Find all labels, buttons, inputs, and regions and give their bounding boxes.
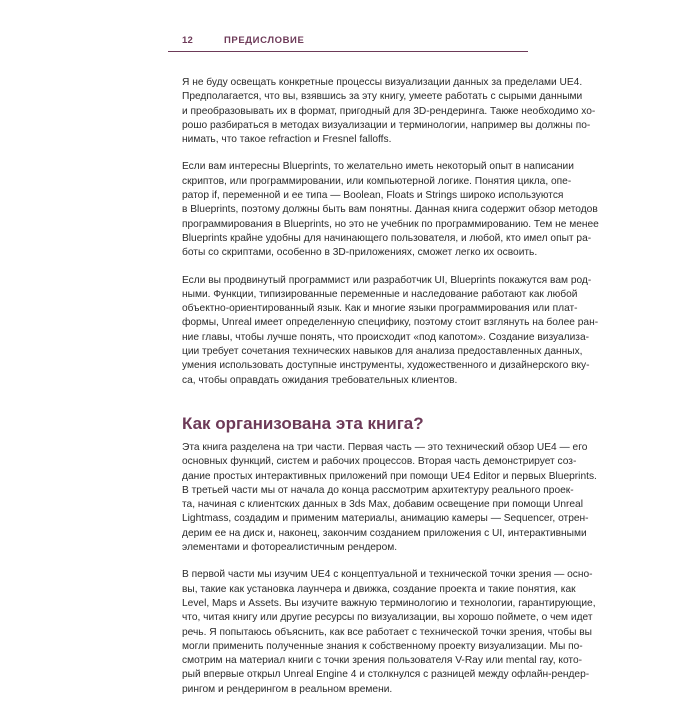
- section-heading: Как организована эта книга?: [182, 413, 424, 433]
- text-line: Level, Maps и Assets. Вы изучите важную терминологию и технологии, гарантирующие,: [182, 597, 596, 609]
- page-body: [182, 76, 599, 710]
- paragraph-book-structure: [182, 441, 597, 555]
- text-line: основных функций, систем и рабочих процессов. Вторая часть демонстрирует соз-: [182, 456, 577, 468]
- text-line: объектно-ориентированный язык. Как и многие языки программирования или плат-: [182, 303, 578, 315]
- text-line: Lightmass, создадим и применим материалы, анимацию камеры — Sequencer, отрен-: [182, 513, 589, 525]
- header-rule: [168, 51, 528, 52]
- text-line: программирования в Blueprints, но это не учебник по программированию. Тем не менее: [182, 218, 599, 230]
- page-header: [168, 34, 528, 50]
- text-line: умения использовать доступные инструменты, художественного и дизайнерского вку-: [182, 360, 590, 372]
- text-line: и преобразовывать их в формат, пригодный для 3D-рендеринга. Также необходимо хо-: [182, 105, 596, 117]
- text-line: ратор if, переменной и ее типа — Boolean, Floats и Strings широко используются: [182, 190, 564, 202]
- text-line: рингом и рендерингом в реальном времени.: [182, 683, 393, 695]
- paragraph-prerequisites-blueprints: [182, 160, 599, 260]
- text-line: формы, Unreal имеет определенную специфику, поэтому стоит взглянуть на более ран-: [182, 317, 599, 329]
- text-line: что, читая книгу или другие ресурсы по визуализации, вы хорошо поймете, о чем идет: [182, 612, 593, 624]
- text-line: речь. Я попытаюсь объяснить, как все работает с технической точки зрения, чтобы вы: [182, 626, 593, 638]
- text-line: в Blueprints, поэтому должны быть вам понятны. Данная книга содержит обзор методов: [182, 204, 598, 216]
- page-number: 12: [182, 35, 193, 46]
- text-line: В первой части мы изучим UE4 с концептуальной и технической точки зрения — осно-: [182, 569, 593, 581]
- text-line: скриптов, или программировании, или компьютерной логике. Понятия цикла, опе-: [182, 175, 572, 187]
- text-line: нимать, что такое refraction и Fresnel falloffs.: [182, 134, 392, 146]
- text-line: ние главы, чтобы лучше понять, что происходит «под капотом». Создание визуализа-: [182, 331, 590, 343]
- text-line: Предполагается, что вы, взявшись за эту книгу, умеете работать с сырыми данными: [182, 91, 583, 103]
- text-line: смотрим на материал книги с точки зрения пользователя V-Ray или mental ray, кото-: [182, 655, 583, 667]
- text-line: Если вы продвинутый программист или разработчик UI, Blueprints покажутся вам род-: [182, 274, 592, 286]
- paragraph-part-one: [182, 568, 596, 697]
- paragraph-prerequisites-visualization: [182, 76, 596, 147]
- text-line: вы, такие как установка лаунчера и движка, создание проекта и такие понятия, как: [182, 583, 576, 595]
- text-line: элементами и фотореалистичным рендером.: [182, 542, 398, 554]
- text-line: дание простых интерактивных приложений при помощи UE4 Editor и первых Blueprints.: [182, 470, 597, 482]
- text-line: са, чтобы оправдать ожидания требовательных клиентов.: [182, 374, 458, 386]
- text-line: боты со скриптами, особенно в 3D-приложениях, сможет легко их освоить.: [182, 247, 538, 259]
- running-head: ПРЕДИСЛОВИЕ: [224, 35, 305, 46]
- text-line: В третьей части мы от начала до конца рассмотрим архитектуру реального проек-: [182, 484, 574, 496]
- text-line: Я не буду освещать конкретные процессы визуализации данных за пределами UE4.: [182, 77, 583, 88]
- text-line: рый впервые открыл Unreal Engine 4 и столкнулся с разницей между офлайн-рендер-: [182, 669, 590, 681]
- text-line: та, начиная с клиентских данных в 3ds Max, добавим освещение при помощи Unreal: [182, 499, 583, 511]
- text-line: Если вам интересны Blueprints, то желательно иметь некоторый опыт в написании: [182, 161, 574, 173]
- text-line: рошо разбираться в методах визуализации и терминологии, например вы должны по-: [182, 119, 591, 131]
- text-line: ции требует сочетания технических навыков для анализа предоставленных данных,: [182, 346, 583, 358]
- text-line: могли применить полученные знания к собственному проекту визуализации. Мы по-: [182, 640, 583, 652]
- text-line: Эта книга разделена на три части. Первая часть — это технический обзор UE4 — его: [182, 441, 588, 453]
- paragraph-advanced-programmers: [182, 274, 599, 388]
- text-line: ными. Функции, типизированные переменные и наследование работают как любой: [182, 288, 578, 300]
- text-line: Blueprints крайне удобны для начинающего пользователя, и любой, кто имел опыт ра-: [182, 232, 592, 244]
- text-line: дерим ее на диск и, наконец, закончим созданием приложения с UI, интерактивными: [182, 527, 587, 539]
